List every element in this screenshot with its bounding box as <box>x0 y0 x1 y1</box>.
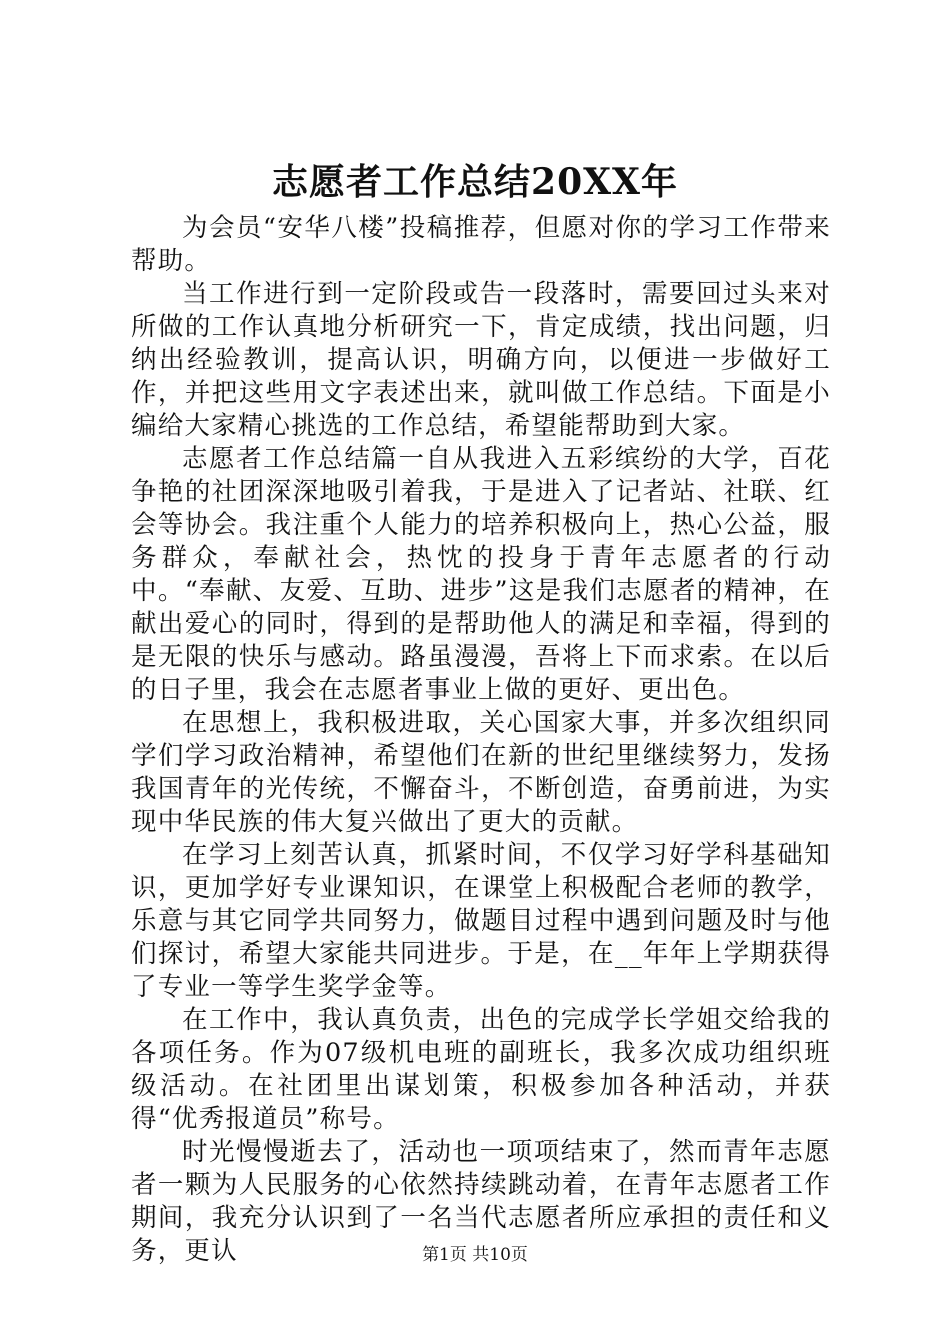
page-footer: 第1页 共10页 <box>422 1245 528 1265</box>
paragraph-thought: 在思想上，我积极进取，关心国家大事，并多次组织同学们学习政治精神，希望他们在新的世纪里继续努力，发扬我国青年的光传统，不懈奋斗，不断创造，奋勇前进，为实现中华民族的伟大复兴做出了更大的贡献。 <box>131 708 831 837</box>
paragraph-study: 在学习上刻苦认真，抓紧时间，不仅学习好学科基础知识，更加学好专业课知识，在课堂上积极配合老师的教学，乐意与其它同学共同努力，做题目过程中遇到问题及时与他们探讨，希望大家能共同进步。于是，在__年年上学期获得了专业一等学生奖学金等。 <box>131 840 831 1002</box>
document-body <box>131 212 831 1268</box>
paragraph-work: 在工作中，我认真负责，出色的完成学长学姐交给我的各项任务。作为07级机电班的副班长，我多次成功组织班级活动。在社团里出谋划策，积极参加各种活动，并获得“优秀报道员”称号。 <box>131 1005 831 1134</box>
document-title: 志愿者工作总结20XX年 <box>272 161 678 203</box>
paragraph-summary-definition: 当工作进行到一定阶段或告一段落时，需要回过头来对所做的工作认真地分析研究一下，肯定成绩，找出问题，归纳出经验教训，提高认识，明确方向，以便进一步做好工作，并把这些用文字表述出来，就叫做工作总结。下面是小编给大家精心挑选的工作总结，希望能帮助到大家。 <box>131 279 831 441</box>
paragraph-part-one: 志愿者工作总结篇一自从我进入五彩缤纷的大学，百花争艳的社团深深地吸引着我，于是进入了记者站、社联、红会等协会。我注重个人能力的培养积极向上，热心公益，服务群众，奉献社会，热忱的投身于青年志愿者的行动中。“奉献、友爱、互助、进步”这是我们志愿者的精神，在献出爱心的同时，得到的是帮助他人的满足和幸福，得到的是无限的快乐与感动。路虽漫漫，吾将上下而求索。在以后的日子里，我会在志愿者事业上做的更好、更出色。 <box>131 444 831 705</box>
paragraph-time: 时光慢慢逝去了，活动也一项项结束了，然而青年志愿者一颗为人民服务的心依然持续跳动着，在青年志愿者工作期间，我充分认识到了一名当代志愿者所应承担的责任和义务，更认 <box>131 1137 831 1266</box>
paragraph-intro: 为会员“安华八楼”投稿推荐，但愿对你的学习工作带来帮助。 <box>131 213 831 276</box>
